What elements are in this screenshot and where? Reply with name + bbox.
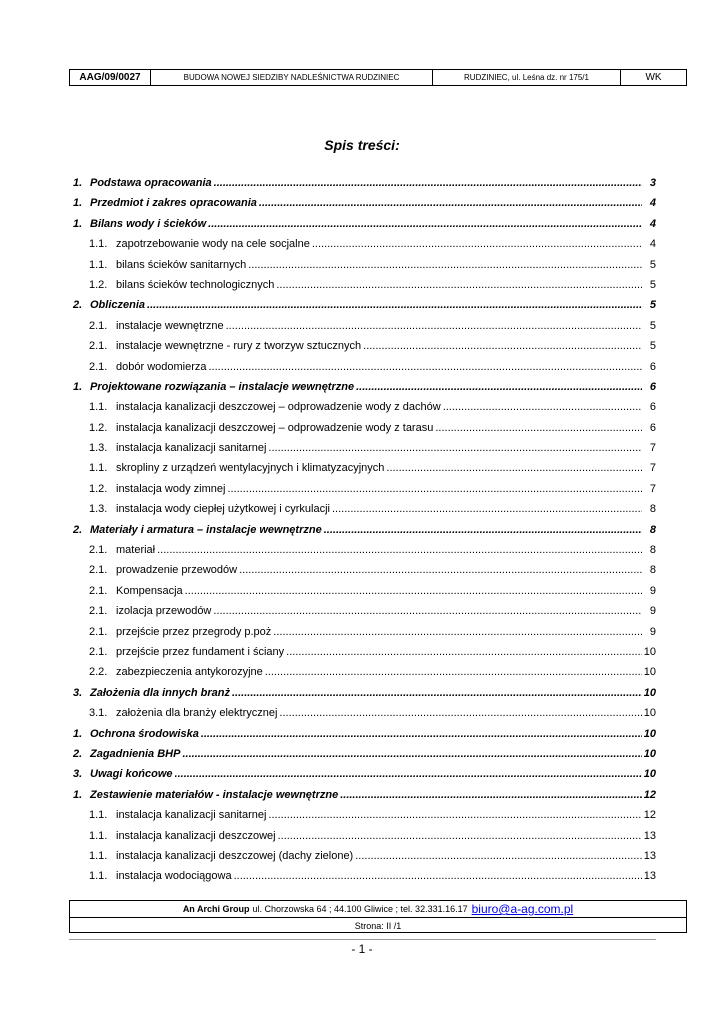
toc-entry[interactable] [73,601,656,621]
toc-entry-page: 3 [649,177,656,189]
toc-dot-leader [278,826,642,846]
footer-page-label: Strona: II /1 [354,921,402,931]
toc-dot-leader [268,438,642,458]
toc-entry-number: 3.1. [89,707,108,720]
toc-entry-number: 1.1. [89,238,108,251]
toc-entry[interactable] [73,662,656,682]
toc-entry-number: 2. [73,747,83,760]
toc-entry-number: 1.1. [89,462,108,475]
branch-code: WK [645,72,662,83]
toc-entry-title: Uwagi końcowe [90,768,173,781]
toc-entry[interactable] [73,295,656,315]
toc-entry-number: 1. [73,197,83,210]
toc-entry-page: 6 [649,380,656,393]
toc-dot-leader [248,255,642,275]
toc-entry[interactable] [73,642,656,662]
toc-entry-page: 6 [649,401,656,414]
toc-entry[interactable] [73,438,656,458]
toc-entry-page: 5 [649,319,656,332]
toc-dot-leader [234,866,642,886]
toc-entry-page: 8 [649,523,656,536]
toc-dot-leader [355,846,642,866]
table-of-contents [73,173,656,887]
toc-entry[interactable] [73,214,656,234]
toc-dot-leader [386,458,642,478]
toc-dot-leader [435,418,642,438]
toc-entry[interactable] [73,234,656,254]
company-address: ul. Chorzowska 64 ; 44.100 Gliwice ; tel. 32.331.16.17 [252,904,468,914]
toc-entry-number: 3. [73,686,83,699]
toc-entry-title: instalacja wodociągowa [116,870,232,883]
toc-entry-title: Kompensacja [116,584,183,597]
toc-entry[interactable] [73,275,656,295]
footer-divider [69,939,656,940]
page-title: Spis treści: [324,137,400,153]
toc-entry-page: 4 [649,217,656,230]
project-code: AAG/09/0027 [70,70,151,85]
toc-dot-leader [239,560,642,580]
toc-entry-page: 8 [649,564,656,577]
project-address: RUDZINIEC, ul. Leśna dz. nr 175/1 [433,70,621,85]
toc-entry-page: 5 [649,258,656,271]
document-header [69,69,687,86]
toc-entry-title: Zagadnienia BHP [90,747,181,760]
toc-entry-title: Przedmiot i zakres opracowania [90,197,257,210]
email-link[interactable]: biuro@a-ag.com.pl [471,902,574,916]
toc-dot-leader [232,683,642,703]
toc-entry[interactable] [73,724,656,744]
toc-entry-title: instalacja kanalizacji deszczowej (dachy zielone) [116,849,354,862]
toc-entry-page: 12 [643,788,656,801]
toc-entry[interactable] [73,785,656,805]
toc-entry-title: Zestawienie materiałów - instalacje wewnętrzne [90,788,339,801]
toc-dot-leader [268,805,641,825]
toc-dot-leader [340,785,642,805]
toc-entry-title: instalacja kanalizacji deszczowej – odprowadzenie wody z tarasu [116,421,434,434]
toc-entry-number: 2. [73,299,83,312]
toc-entry-title: Podstawa opracowania [90,177,212,189]
toc-entry-page: 9 [649,584,656,597]
toc-entry-page: 7 [649,462,656,475]
toc-entry[interactable] [73,520,656,540]
toc-entry-page: 10 [643,645,656,658]
toc-entry-page: 9 [649,625,656,638]
toc-entry-title: bilans ścieków sanitarnych [116,258,247,271]
toc-entry-number: 1. [73,727,83,740]
toc-entry-number: 1. [73,380,83,393]
toc-dot-leader [185,581,642,601]
toc-entry[interactable] [73,744,656,764]
toc-entry-title: prowadzenie przewodów [116,564,238,577]
toc-entry[interactable] [73,357,656,377]
footer-contact [70,901,686,918]
toc-dot-leader [286,642,642,662]
toc-dot-leader [213,601,642,621]
toc-entry[interactable] [73,336,656,356]
toc-dot-leader [324,520,642,540]
toc-entry-number: 1.1. [89,829,108,842]
toc-dot-leader [201,724,642,744]
toc-dot-leader [259,193,642,213]
toc-entry-title: przejście przez fundament i ściany [116,645,285,658]
toc-dot-leader [208,214,642,234]
toc-entry-title: zabezpieczenia antykorozyjne [116,666,263,679]
project-name: BUDOWA NOWEJ SIEDZIBY NADLEŚNICTWA RUDZINIEC [151,70,433,85]
toc-entry-title: bilans ścieków technologicznych [116,278,275,291]
toc-entry-number: 1. [73,788,83,801]
toc-entry-title: instalacje wewnętrzne - rury z tworzyw sztucznych [116,340,362,353]
toc-entry-number: 2.1. [89,645,108,658]
toc-entry-number: 2.1. [89,360,108,373]
toc-entry-number: 2.1. [89,605,108,618]
toc-dot-leader [175,764,642,784]
toc-entry-title: Projektowane rozwiązania – instalacje wewnętrzne [90,380,355,393]
toc-entry-page: 4 [649,238,656,251]
toc-entry-page: 10 [643,727,656,740]
toc-dot-leader [279,703,641,723]
toc-entry-title: instalacja kanalizacji deszczowej – odprowadzenie wody z dachów [116,401,441,414]
toc-entry-title: Założenia dla innych branż [90,686,230,699]
toc-dot-leader [226,316,642,336]
toc-entry-number: 1.1. [89,849,108,862]
toc-entry-page: 10 [643,747,656,760]
toc-entry[interactable] [73,499,656,519]
toc-entry-title: instalacja kanalizacji sanitarnej [116,442,267,455]
toc-entry[interactable] [73,316,656,336]
toc-entry-title: Materiały i armatura – instalacje wewnętrzne [90,523,322,536]
toc-entry-number: 2.2. [89,666,108,679]
toc-entry-page: 6 [649,360,656,373]
toc-entry[interactable] [73,764,656,784]
toc-entry-page: 8 [649,544,656,557]
toc-entry[interactable] [73,458,656,478]
toc-entry-page: 10 [643,686,656,699]
toc-dot-leader [214,173,642,193]
toc-entry-number: 2.1. [89,564,108,577]
toc-entry-number: 1.2. [89,278,108,291]
toc-dot-leader [157,540,642,560]
toc-entry-title: założenia dla branży elektrycznej [116,707,278,720]
toc-entry-number: 1.3. [89,503,108,516]
company-name: An Archi Group [182,904,250,914]
toc-entry-title: instalacja wody zimnej [116,482,226,495]
toc-entry-title: Bilans wody i ścieków [90,217,207,230]
toc-entry-number: 1.1. [89,401,108,414]
toc-entry-number: 1. [73,217,83,230]
toc-entry-page: 12 [643,809,656,822]
toc-entry-number: 1.2. [89,482,108,495]
page-number: - 1 - [351,942,373,956]
toc-entry[interactable] [73,377,656,397]
toc-entry-title: izolacja przewodów [116,605,212,618]
toc-entry-page: 13 [643,870,656,883]
toc-entry[interactable] [73,193,656,213]
toc-entry[interactable] [73,805,656,825]
toc-entry-title: przejście przez przegrody p.poż [116,625,272,638]
toc-entry[interactable] [73,397,656,417]
document-footer [69,900,687,933]
toc-entry-number: 3. [73,768,83,781]
toc-entry-title: Ochrona środowiska [90,727,199,740]
toc-entry[interactable] [73,173,656,193]
toc-dot-leader [276,275,642,295]
toc-dot-leader [356,377,642,397]
toc-entry-number: 2.1. [89,625,108,638]
toc-entry-number: 2. [73,523,83,536]
toc-entry-page: 7 [649,442,656,455]
toc-entry-page: 8 [649,503,656,516]
toc-entry[interactable] [73,826,656,846]
toc-entry-page: 6 [649,421,656,434]
toc-entry-number: 2.1. [89,319,108,332]
toc-entry-page: 5 [649,340,656,353]
toc-entry-page: 7 [649,482,656,495]
toc-entry-title: instalacje wewnętrzne [116,319,224,332]
toc-entry-page: 9 [649,605,656,618]
toc-entry-title: instalacja kanalizacji sanitarnej [116,809,267,822]
toc-entry-title: instalacja kanalizacji deszczowej [116,829,276,842]
toc-entry-page: 5 [649,278,656,291]
toc-entry[interactable] [73,683,656,703]
toc-entry-number: 2.1. [89,544,108,557]
toc-entry-number: 2.1. [89,340,108,353]
toc-entry-title: skropliny z urządzeń wentylacyjnych i klimatyzacyjnych [116,462,385,475]
toc-entry-number: 1.1. [89,809,108,822]
toc-entry[interactable] [73,418,656,438]
toc-entry-page: 4 [649,197,656,210]
toc-dot-leader [209,357,643,377]
toc-entry-number: 2.1. [89,584,108,597]
toc-entry-number: 1.1. [89,258,108,271]
toc-entry-page: 5 [649,299,656,312]
toc-entry[interactable] [73,846,656,866]
toc-dot-leader [265,662,642,682]
toc-entry-number: 1.2. [89,421,108,434]
toc-entry[interactable] [73,540,656,560]
toc-entry[interactable] [73,581,656,601]
toc-dot-leader [332,499,642,519]
toc-entry[interactable] [73,703,656,723]
toc-dot-leader [363,336,642,356]
toc-dot-leader [273,622,642,642]
toc-entry[interactable] [73,866,656,886]
toc-entry-number: 1.1. [89,870,108,883]
toc-entry[interactable] [73,622,656,642]
toc-dot-leader [312,234,642,254]
toc-entry-title: dobór wodomierza [116,360,207,373]
toc-entry-title: zapotrzebowanie wody na cele socjalne [116,238,310,251]
toc-entry-page: 10 [643,707,656,720]
toc-entry[interactable] [73,255,656,275]
toc-dot-leader [227,479,642,499]
toc-entry-title: instalacja wody ciepłej użytkowej i cyrkulacji [116,503,330,516]
toc-dot-leader [147,295,642,315]
toc-entry-title: Obliczenia [90,299,146,312]
toc-dot-leader [182,744,641,764]
toc-entry[interactable] [73,560,656,580]
toc-dot-leader [443,397,642,417]
toc-entry-title: materiał [116,544,156,557]
toc-entry-page: 13 [643,829,656,842]
toc-entry-page: 10 [643,666,656,679]
toc-entry-page: 10 [643,768,656,781]
toc-entry-number: 1. [73,177,83,189]
toc-entry-page: 13 [643,849,656,862]
toc-entry[interactable] [73,479,656,499]
toc-entry-number: 1.3. [89,442,108,455]
